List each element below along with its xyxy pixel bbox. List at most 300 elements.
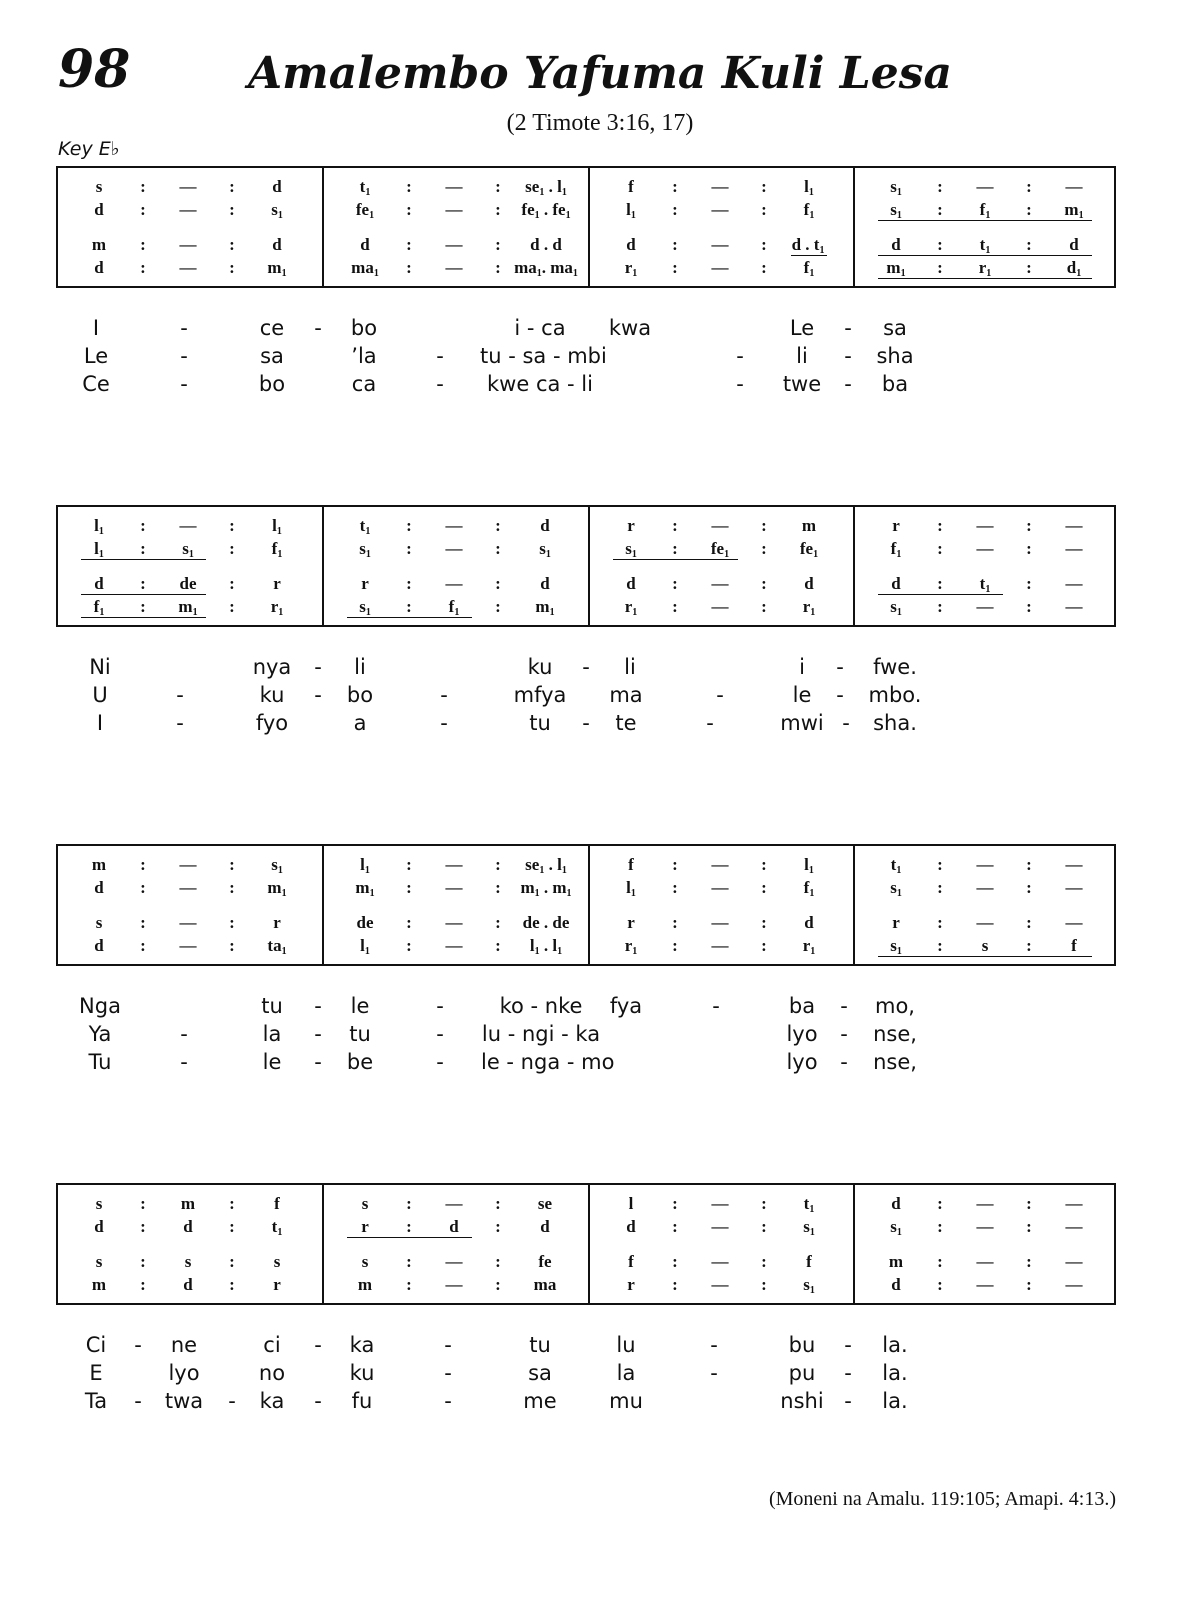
lyric-syllable: sa: [883, 316, 907, 340]
solfa-note: —: [179, 177, 197, 196]
solfa-note: :: [229, 1217, 235, 1236]
solfa-note: :: [229, 936, 235, 955]
lyric-verse-1: [0, 1331, 1200, 1359]
voice-part-row: [58, 913, 1114, 933]
lyrics-block: [0, 314, 1200, 404]
lyric-hyphen: -: [706, 711, 714, 735]
lyric-syllable: lyo: [168, 1361, 200, 1385]
solfa-note: :: [1026, 235, 1032, 254]
lyric-syllable: tu: [529, 711, 551, 735]
voice-part-row: [58, 539, 1114, 559]
solfa-note: $s_1$: [182, 539, 194, 560]
lyric-syllable: ma: [609, 683, 643, 707]
lyric-syllable: kwe ca - li: [487, 372, 593, 396]
solfa-note: —: [1065, 1217, 1083, 1236]
staff-box: [56, 505, 1116, 627]
solfa-note: r: [627, 516, 635, 535]
solfa-note: r: [892, 913, 900, 932]
solfa-note: r: [627, 1275, 635, 1294]
lyric-hyphen: -: [134, 1389, 142, 1413]
solfa-note: :: [229, 1194, 235, 1213]
solfa-note: —: [711, 936, 729, 955]
solfa-note: :: [937, 1252, 943, 1271]
lyric-syllable: Ta: [84, 1389, 108, 1413]
solfa-note: :: [1026, 200, 1032, 219]
lyric-syllable: ka: [349, 1333, 375, 1357]
solfa-note: —: [445, 516, 463, 535]
lyric-hyphen: -: [314, 655, 322, 679]
solfa-note: m: [91, 855, 107, 874]
solfa-note: :: [140, 258, 146, 277]
solfa-note: $m_1$: [535, 597, 555, 618]
solfa-note: $l_1$: [626, 878, 636, 899]
lyric-hyphen: -: [180, 372, 188, 396]
solfa-note: :: [761, 516, 767, 535]
lyric-hyphen: -: [844, 344, 852, 368]
lyric-hyphen: -: [314, 1022, 322, 1046]
solfa-note: —: [179, 936, 197, 955]
lyric-syllable: sha: [876, 344, 914, 368]
slur-line: [878, 278, 1092, 279]
solfa-note: —: [711, 200, 729, 219]
solfa-note: $f_1$: [271, 539, 283, 560]
lyric-syllable: Tu: [88, 1050, 112, 1074]
solfa-note: —: [1065, 574, 1083, 593]
solfa-note: :: [1026, 1217, 1032, 1236]
solfa-note: $r_1$: [802, 936, 816, 957]
lyrics-block: [0, 1331, 1200, 1421]
solfa-note: —: [1065, 177, 1083, 196]
lyric-hyphen: -: [710, 1361, 718, 1385]
solfa-note: —: [976, 1252, 994, 1271]
solfa-note: —: [1065, 855, 1083, 874]
lyric-syllable: no: [258, 1361, 286, 1385]
solfa-note: $m_1$ . $m_1$: [520, 878, 572, 899]
lyric-syllable: kwa: [608, 316, 652, 340]
solfa-note: :: [937, 913, 943, 932]
lyric-syllable: bo: [346, 683, 374, 707]
solfa-note: —: [179, 516, 197, 535]
solfa-note: :: [140, 1252, 146, 1271]
solfa-note: :: [937, 878, 943, 897]
lyric-hyphen: -: [844, 1361, 852, 1385]
solfa-note: $l_1$: [360, 936, 370, 957]
solfa-note: $l_1$: [804, 855, 814, 876]
solfa-note: $se_1$ . $l_1$: [525, 855, 567, 876]
solfa-note: :: [672, 1217, 678, 1236]
lyric-verse-3: [0, 1048, 1200, 1076]
solfa-note: f: [1071, 936, 1077, 955]
lyric-hyphen: -: [844, 1333, 852, 1357]
solfa-note: :: [495, 1194, 501, 1213]
solfa-note: d . $t_1$: [791, 235, 825, 256]
lyric-syllable: nse,: [873, 1050, 917, 1074]
solfa-note: —: [976, 177, 994, 196]
lyric-syllable: te: [615, 711, 637, 735]
lyric-hyphen: -: [436, 372, 444, 396]
solfa-note: —: [179, 913, 197, 932]
solfa-note: $s_1$: [359, 597, 371, 618]
solfa-note: :: [1026, 1275, 1032, 1294]
lyric-syllable: li: [796, 344, 808, 368]
solfa-note: :: [495, 516, 501, 535]
solfa-note: f: [628, 1252, 634, 1271]
lyric-verse-2: [0, 1359, 1200, 1387]
solfa-note: $l_1$ . $l_1$: [529, 936, 563, 957]
solfa-note: se: [537, 1194, 553, 1213]
solfa-note: —: [976, 1217, 994, 1236]
solfa-note: :: [495, 913, 501, 932]
solfa-note: :: [140, 855, 146, 874]
solfa-note: —: [1065, 913, 1083, 932]
lyric-syllable: mwi: [780, 711, 824, 735]
lyric-syllable: le: [350, 994, 370, 1018]
lyric-syllable: Ni: [89, 655, 111, 679]
lyric-syllable: ca: [351, 372, 377, 396]
solfa-note: r: [273, 1275, 281, 1294]
voice-part-row: [58, 878, 1114, 898]
solfa-note: :: [761, 200, 767, 219]
lyric-hyphen: -: [844, 372, 852, 396]
solfa-note: $r_1$: [624, 597, 638, 618]
solfa-note: $s_1$: [271, 855, 283, 876]
solfa-note: :: [1026, 913, 1032, 932]
lyric-hyphen: -: [840, 994, 848, 1018]
solfa-note: $ta_1$: [267, 936, 287, 957]
lyric-syllable: sa: [528, 1361, 552, 1385]
hymn-number: 98: [58, 39, 131, 100]
solfa-note: —: [711, 913, 729, 932]
lyric-hyphen: -: [836, 655, 844, 679]
solfa-note: :: [761, 177, 767, 196]
solfa-note: :: [1026, 1194, 1032, 1213]
solfa-note: $s_1$: [890, 936, 902, 957]
solfa-note: $s_1$: [625, 539, 637, 560]
lyric-hyphen: -: [836, 683, 844, 707]
lyric-hyphen: -: [844, 1389, 852, 1413]
solfa-note: —: [179, 258, 197, 277]
solfa-note: :: [937, 1217, 943, 1236]
solfa-note: :: [140, 878, 146, 897]
solfa-note: :: [406, 516, 412, 535]
key-signature: Key E♭: [58, 138, 120, 160]
solfa-note: d: [94, 1217, 104, 1236]
lyric-syllable: ce: [259, 316, 285, 340]
solfa-note: d: [183, 1275, 193, 1294]
solfa-note: :: [672, 235, 678, 254]
solfa-note: r: [273, 913, 281, 932]
solfa-note: :: [140, 200, 146, 219]
solfa-note: m: [180, 1194, 196, 1213]
solfa-note: s: [361, 1252, 369, 1271]
lyric-hyphen: -: [314, 1333, 322, 1357]
footer-reference: (Moneni na Amalu. 119:105; Amapi. 4:13.): [768, 1488, 1116, 1510]
music-system: [0, 1183, 1200, 1523]
solfa-note: :: [406, 1252, 412, 1271]
lyric-hyphen: -: [180, 1050, 188, 1074]
solfa-note: :: [406, 574, 412, 593]
solfa-note: $t_1$: [979, 574, 991, 595]
lyric-syllable: nse,: [873, 1022, 917, 1046]
lyric-syllable: mo,: [875, 994, 915, 1018]
solfa-note: —: [711, 855, 729, 874]
solfa-note: :: [140, 913, 146, 932]
lyric-syllable: lu: [616, 1333, 636, 1357]
solfa-note: d: [626, 1217, 636, 1236]
lyric-syllable: Ci: [85, 1333, 107, 1357]
lyric-syllable: le - nga - mo: [481, 1050, 615, 1074]
lyric-syllable: le: [262, 1050, 282, 1074]
solfa-note: :: [672, 597, 678, 616]
lyric-syllable: mfya: [513, 683, 567, 707]
solfa-note: $m_1$: [267, 258, 287, 279]
solfa-note: $se_1$ . $l_1$: [525, 177, 567, 198]
solfa-note: :: [672, 516, 678, 535]
solfa-note: :: [406, 1217, 412, 1236]
solfa-note: ma: [533, 1275, 557, 1294]
lyrics-block: [0, 992, 1200, 1082]
solfa-note: $s_1$: [359, 539, 371, 560]
solfa-note: —: [976, 597, 994, 616]
solfa-note: d: [94, 574, 104, 593]
solfa-note: :: [937, 235, 943, 254]
solfa-note: :: [1026, 855, 1032, 874]
lyric-verse-2: [0, 342, 1200, 370]
voice-part-row: [58, 1275, 1114, 1295]
voice-part-row: [58, 1194, 1114, 1214]
solfa-note: $r_1$: [802, 597, 816, 618]
solfa-note: :: [672, 574, 678, 593]
solfa-note: d: [891, 574, 901, 593]
solfa-note: $s_1$: [890, 878, 902, 899]
solfa-note: :: [495, 1252, 501, 1271]
lyric-syllable: I: [92, 316, 100, 340]
solfa-note: :: [937, 936, 943, 955]
solfa-note: d: [891, 1275, 901, 1294]
lyric-syllable: nya: [252, 655, 292, 679]
slur-line: [347, 617, 472, 618]
solfa-note: :: [761, 597, 767, 616]
solfa-note: :: [1026, 936, 1032, 955]
lyric-syllable: Ce: [82, 372, 110, 396]
solfa-note: :: [495, 200, 501, 219]
solfa-note: $m_1$: [267, 878, 287, 899]
solfa-note: —: [445, 1252, 463, 1271]
solfa-note: —: [711, 258, 729, 277]
lyric-syllable: fu: [351, 1389, 373, 1413]
lyric-hyphen: -: [840, 1050, 848, 1074]
solfa-note: :: [140, 1194, 146, 1213]
solfa-note: d: [272, 177, 282, 196]
solfa-note: —: [445, 574, 463, 593]
solfa-note: :: [495, 1217, 501, 1236]
lyric-syllable: ba: [881, 372, 909, 396]
solfa-note: $l_1$: [626, 200, 636, 221]
solfa-note: r: [361, 1217, 369, 1236]
solfa-note: $t_1$: [271, 1217, 283, 1238]
voice-part-row: [58, 235, 1114, 255]
solfa-note: —: [445, 1275, 463, 1294]
solfa-note: :: [406, 597, 412, 616]
lyric-hyphen: -: [436, 344, 444, 368]
solfa-note: d: [94, 878, 104, 897]
lyric-hyphen: -: [710, 1333, 718, 1357]
solfa-note: $s_1$: [890, 1217, 902, 1238]
solfa-note: :: [140, 1275, 146, 1294]
voice-part-row: [58, 1217, 1114, 1237]
lyric-syllable: fwe.: [873, 655, 917, 679]
solfa-note: :: [229, 913, 235, 932]
lyric-syllable: nshi: [780, 1389, 824, 1413]
lyric-syllable: sha.: [873, 711, 917, 735]
lyric-syllable: la: [262, 1022, 282, 1046]
lyric-syllable: fyo: [255, 711, 289, 735]
solfa-note: :: [672, 1252, 678, 1271]
voice-part-row: [58, 516, 1114, 536]
lyric-hyphen: -: [444, 1333, 452, 1357]
lyric-syllable: ko - nke: [499, 994, 583, 1018]
lyrics-block: [0, 653, 1200, 743]
lyric-syllable: Le: [789, 316, 815, 340]
lyric-syllable: li: [624, 655, 636, 679]
solfa-note: —: [445, 200, 463, 219]
lyric-syllable: U: [92, 683, 108, 707]
solfa-note: :: [229, 177, 235, 196]
lyric-syllable: lyo: [786, 1022, 818, 1046]
solfa-note: :: [495, 177, 501, 196]
lyric-syllable: la.: [882, 1389, 908, 1413]
lyric-syllable: ku: [349, 1361, 375, 1385]
lyric-verse-1: [0, 992, 1200, 1020]
solfa-note: r: [273, 574, 281, 593]
solfa-note: s: [184, 1252, 192, 1271]
slur-line: [613, 559, 738, 560]
solfa-note: :: [937, 574, 943, 593]
lyric-verse-2: [0, 1020, 1200, 1048]
solfa-note: —: [445, 539, 463, 558]
solfa-note: —: [711, 1194, 729, 1213]
solfa-note: —: [976, 1275, 994, 1294]
solfa-note: :: [495, 574, 501, 593]
solfa-note: :: [406, 913, 412, 932]
slur-line: [878, 956, 1092, 957]
solfa-note: r: [627, 913, 635, 932]
lyric-hyphen: -: [314, 1389, 322, 1413]
lyric-syllable: twa: [164, 1389, 204, 1413]
staff-box: [56, 1183, 1116, 1305]
lyric-syllable: Le: [83, 344, 109, 368]
solfa-note: :: [229, 200, 235, 219]
solfa-note: $r_1$: [624, 936, 638, 957]
solfa-note: :: [672, 1194, 678, 1213]
lyric-syllable: a: [353, 711, 367, 735]
lyric-hyphen: -: [582, 711, 590, 735]
solfa-note: :: [229, 539, 235, 558]
lyric-hyphen: -: [314, 683, 322, 707]
solfa-note: :: [140, 597, 146, 616]
lyric-syllable: Ya: [88, 1022, 112, 1046]
solfa-note: :: [406, 1275, 412, 1294]
solfa-note: $r_1$: [978, 258, 992, 279]
lyric-syllable: pu: [788, 1361, 816, 1385]
solfa-note: :: [495, 855, 501, 874]
solfa-note: :: [1026, 177, 1032, 196]
solfa-note: :: [1026, 1252, 1032, 1271]
solfa-note: —: [179, 200, 197, 219]
solfa-note: :: [229, 855, 235, 874]
solfa-note: d: [272, 235, 282, 254]
solfa-note: d: [626, 235, 636, 254]
solfa-note: :: [140, 516, 146, 535]
lyric-verse-3: [0, 370, 1200, 398]
solfa-note: —: [1065, 1275, 1083, 1294]
solfa-note: d: [449, 1217, 459, 1236]
solfa-note: de: [179, 574, 197, 593]
solfa-note: :: [229, 235, 235, 254]
lyric-syllable: Nga: [79, 994, 121, 1018]
lyric-hyphen: -: [440, 683, 448, 707]
solfa-note: l: [628, 1194, 634, 1213]
solfa-note: d . d: [530, 235, 562, 254]
solfa-note: $f_1$: [979, 200, 991, 221]
solfa-note: :: [406, 177, 412, 196]
solfa-note: —: [179, 235, 197, 254]
solfa-note: :: [672, 936, 678, 955]
solfa-note: —: [445, 177, 463, 196]
solfa-note: —: [711, 878, 729, 897]
lyric-syllable: lu - ngi - ka: [481, 1022, 601, 1046]
solfa-note: s: [95, 1194, 103, 1213]
solfa-note: —: [445, 878, 463, 897]
solfa-note: s: [361, 1194, 369, 1213]
solfa-note: :: [140, 936, 146, 955]
voice-part-row: [58, 177, 1114, 197]
solfa-note: $f_1$: [803, 200, 815, 221]
voice-part-row: [58, 574, 1114, 594]
staff-box: [56, 844, 1116, 966]
slur-line: [81, 617, 206, 618]
solfa-note: $l_1$: [360, 855, 370, 876]
solfa-note: —: [711, 1275, 729, 1294]
solfa-note: :: [495, 936, 501, 955]
slur-line: [81, 594, 206, 595]
solfa-note: :: [761, 936, 767, 955]
solfa-note: —: [445, 855, 463, 874]
solfa-note: :: [761, 855, 767, 874]
lyric-hyphen: -: [228, 1389, 236, 1413]
solfa-note: $d_1$: [1066, 258, 1082, 279]
solfa-note: $r_1$: [270, 597, 284, 618]
solfa-note: :: [672, 258, 678, 277]
solfa-note: :: [495, 878, 501, 897]
solfa-note: s: [273, 1252, 281, 1271]
solfa-note: :: [495, 1275, 501, 1294]
solfa-note: $s_1$: [890, 200, 902, 221]
solfa-note: —: [1065, 1252, 1083, 1271]
lyric-hyphen: -: [736, 372, 744, 396]
solfa-note: :: [229, 597, 235, 616]
solfa-note: :: [140, 235, 146, 254]
voice-part-row: [58, 597, 1114, 617]
lyric-verse-3: [0, 1387, 1200, 1415]
solfa-note: d: [804, 913, 814, 932]
solfa-note: :: [140, 177, 146, 196]
solfa-note: $fe_1$ . $fe_1$: [521, 200, 571, 221]
solfa-note: $l_1$: [94, 539, 104, 560]
lyric-syllable: be: [346, 1050, 374, 1074]
solfa-note: $l_1$: [804, 177, 814, 198]
solfa-note: :: [406, 855, 412, 874]
